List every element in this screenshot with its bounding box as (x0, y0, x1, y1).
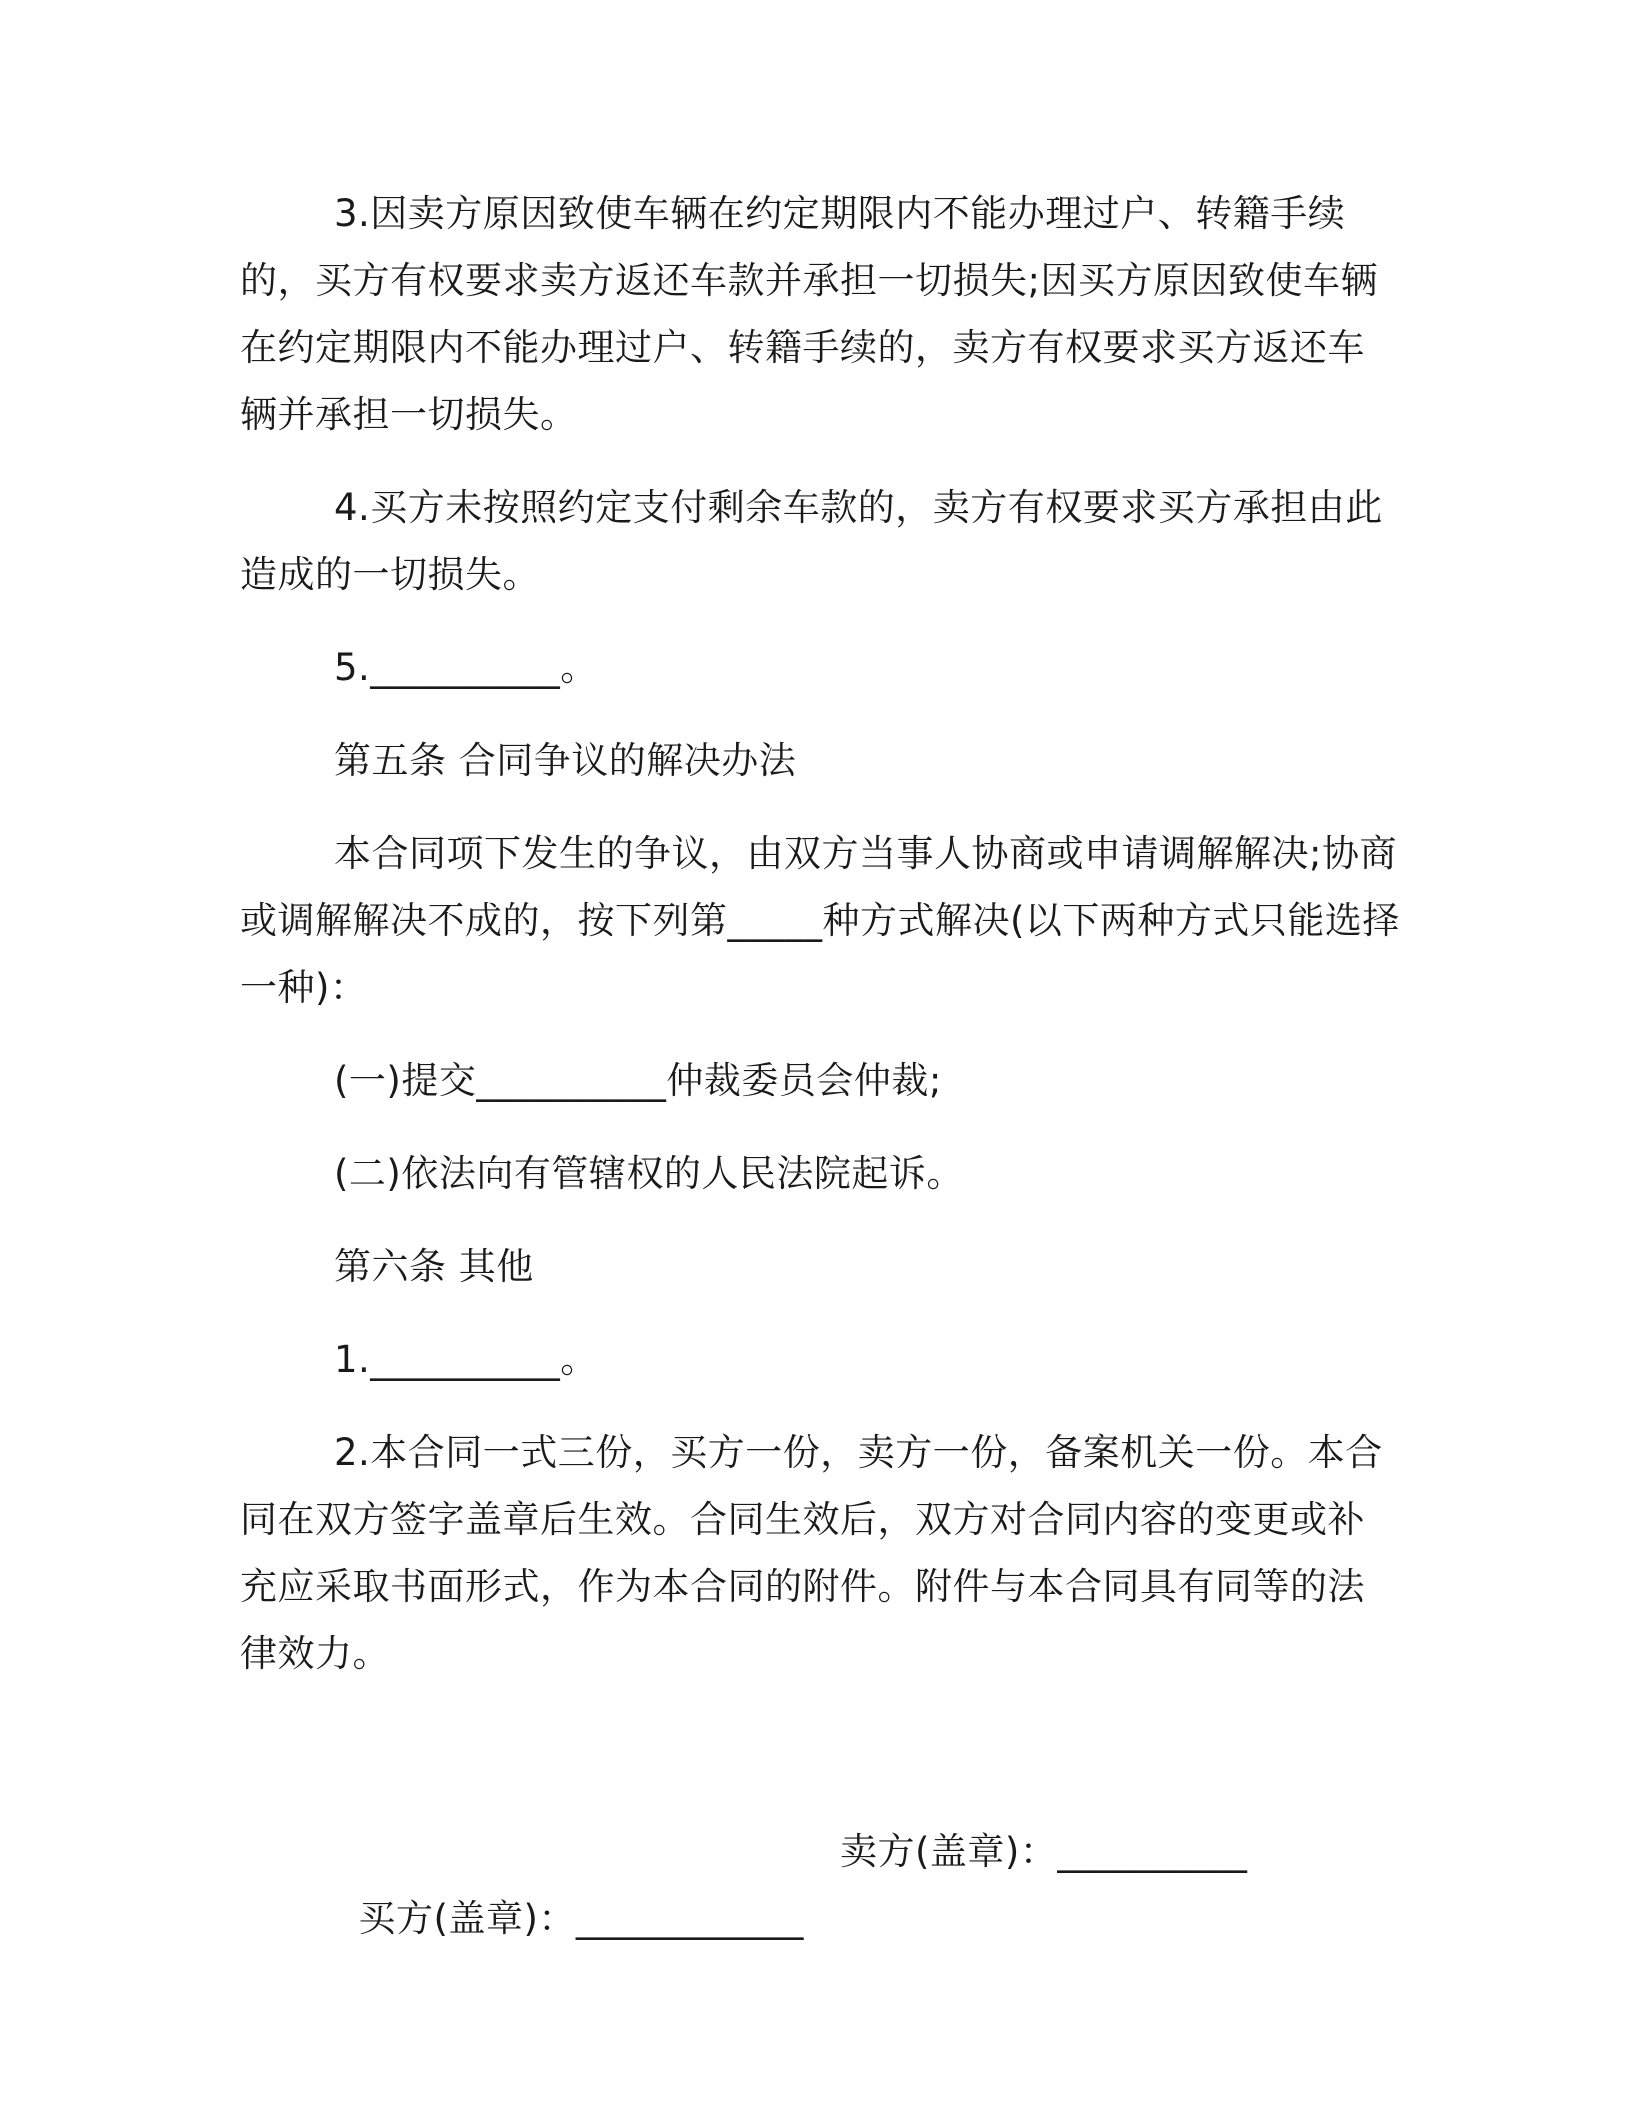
buyer-signature: 买方(盖章)：____________ (358, 1897, 804, 1940)
article-6-item-2: 2.本合同一式三份，买方一份，卖方一份，备案机关一份。本合同在双方签字盖章后生效。合同生效后，双方对合同内容的变更或补充应采取书面形式，作为本合同的附件。附件与本合同具有同等的法律效力。 (240, 1431, 1383, 1675)
dispute-option-1: (一)提交__________仲裁委员会仲裁; (334, 1059, 942, 1102)
clause-item-3: 3.因卖方原因致使车辆在约定期限内不能办理过户、转籍手续的，买方有权要求卖方返还车款并承担一切损失;因买方原因致使车辆在约定期限内不能办理过户、转籍手续的，卖方有权要求买方返还车辆并承担一切损失。 (240, 192, 1378, 436)
article-5-body: 本合同项下发生的争议，由双方当事人协商或申请调解解决;协商或调解解决不成的，按下列第_____种方式解决(以下两种方式只能选择一种)： (240, 832, 1400, 1009)
article-6-title: 第六条 其他 (334, 1245, 534, 1288)
clause-item-5: 5.__________。 (334, 646, 598, 689)
article-5-title: 第五条 合同争议的解决办法 (334, 739, 797, 782)
signature-row (334, 1818, 1248, 2019)
dispute-option-2: (二)依法向有管辖权的人民法院起诉。 (334, 1152, 964, 1195)
clause-item-4: 4.买方未按照约定支付剩余车款的，卖方有权要求买方承担由此造成的一切损失。 (240, 486, 1383, 596)
contract-page (240, 180, 1400, 1713)
article-6-item-1: 1.__________。 (334, 1338, 598, 1381)
seller-signature: 卖方(盖章)：__________ (840, 1830, 1248, 1873)
